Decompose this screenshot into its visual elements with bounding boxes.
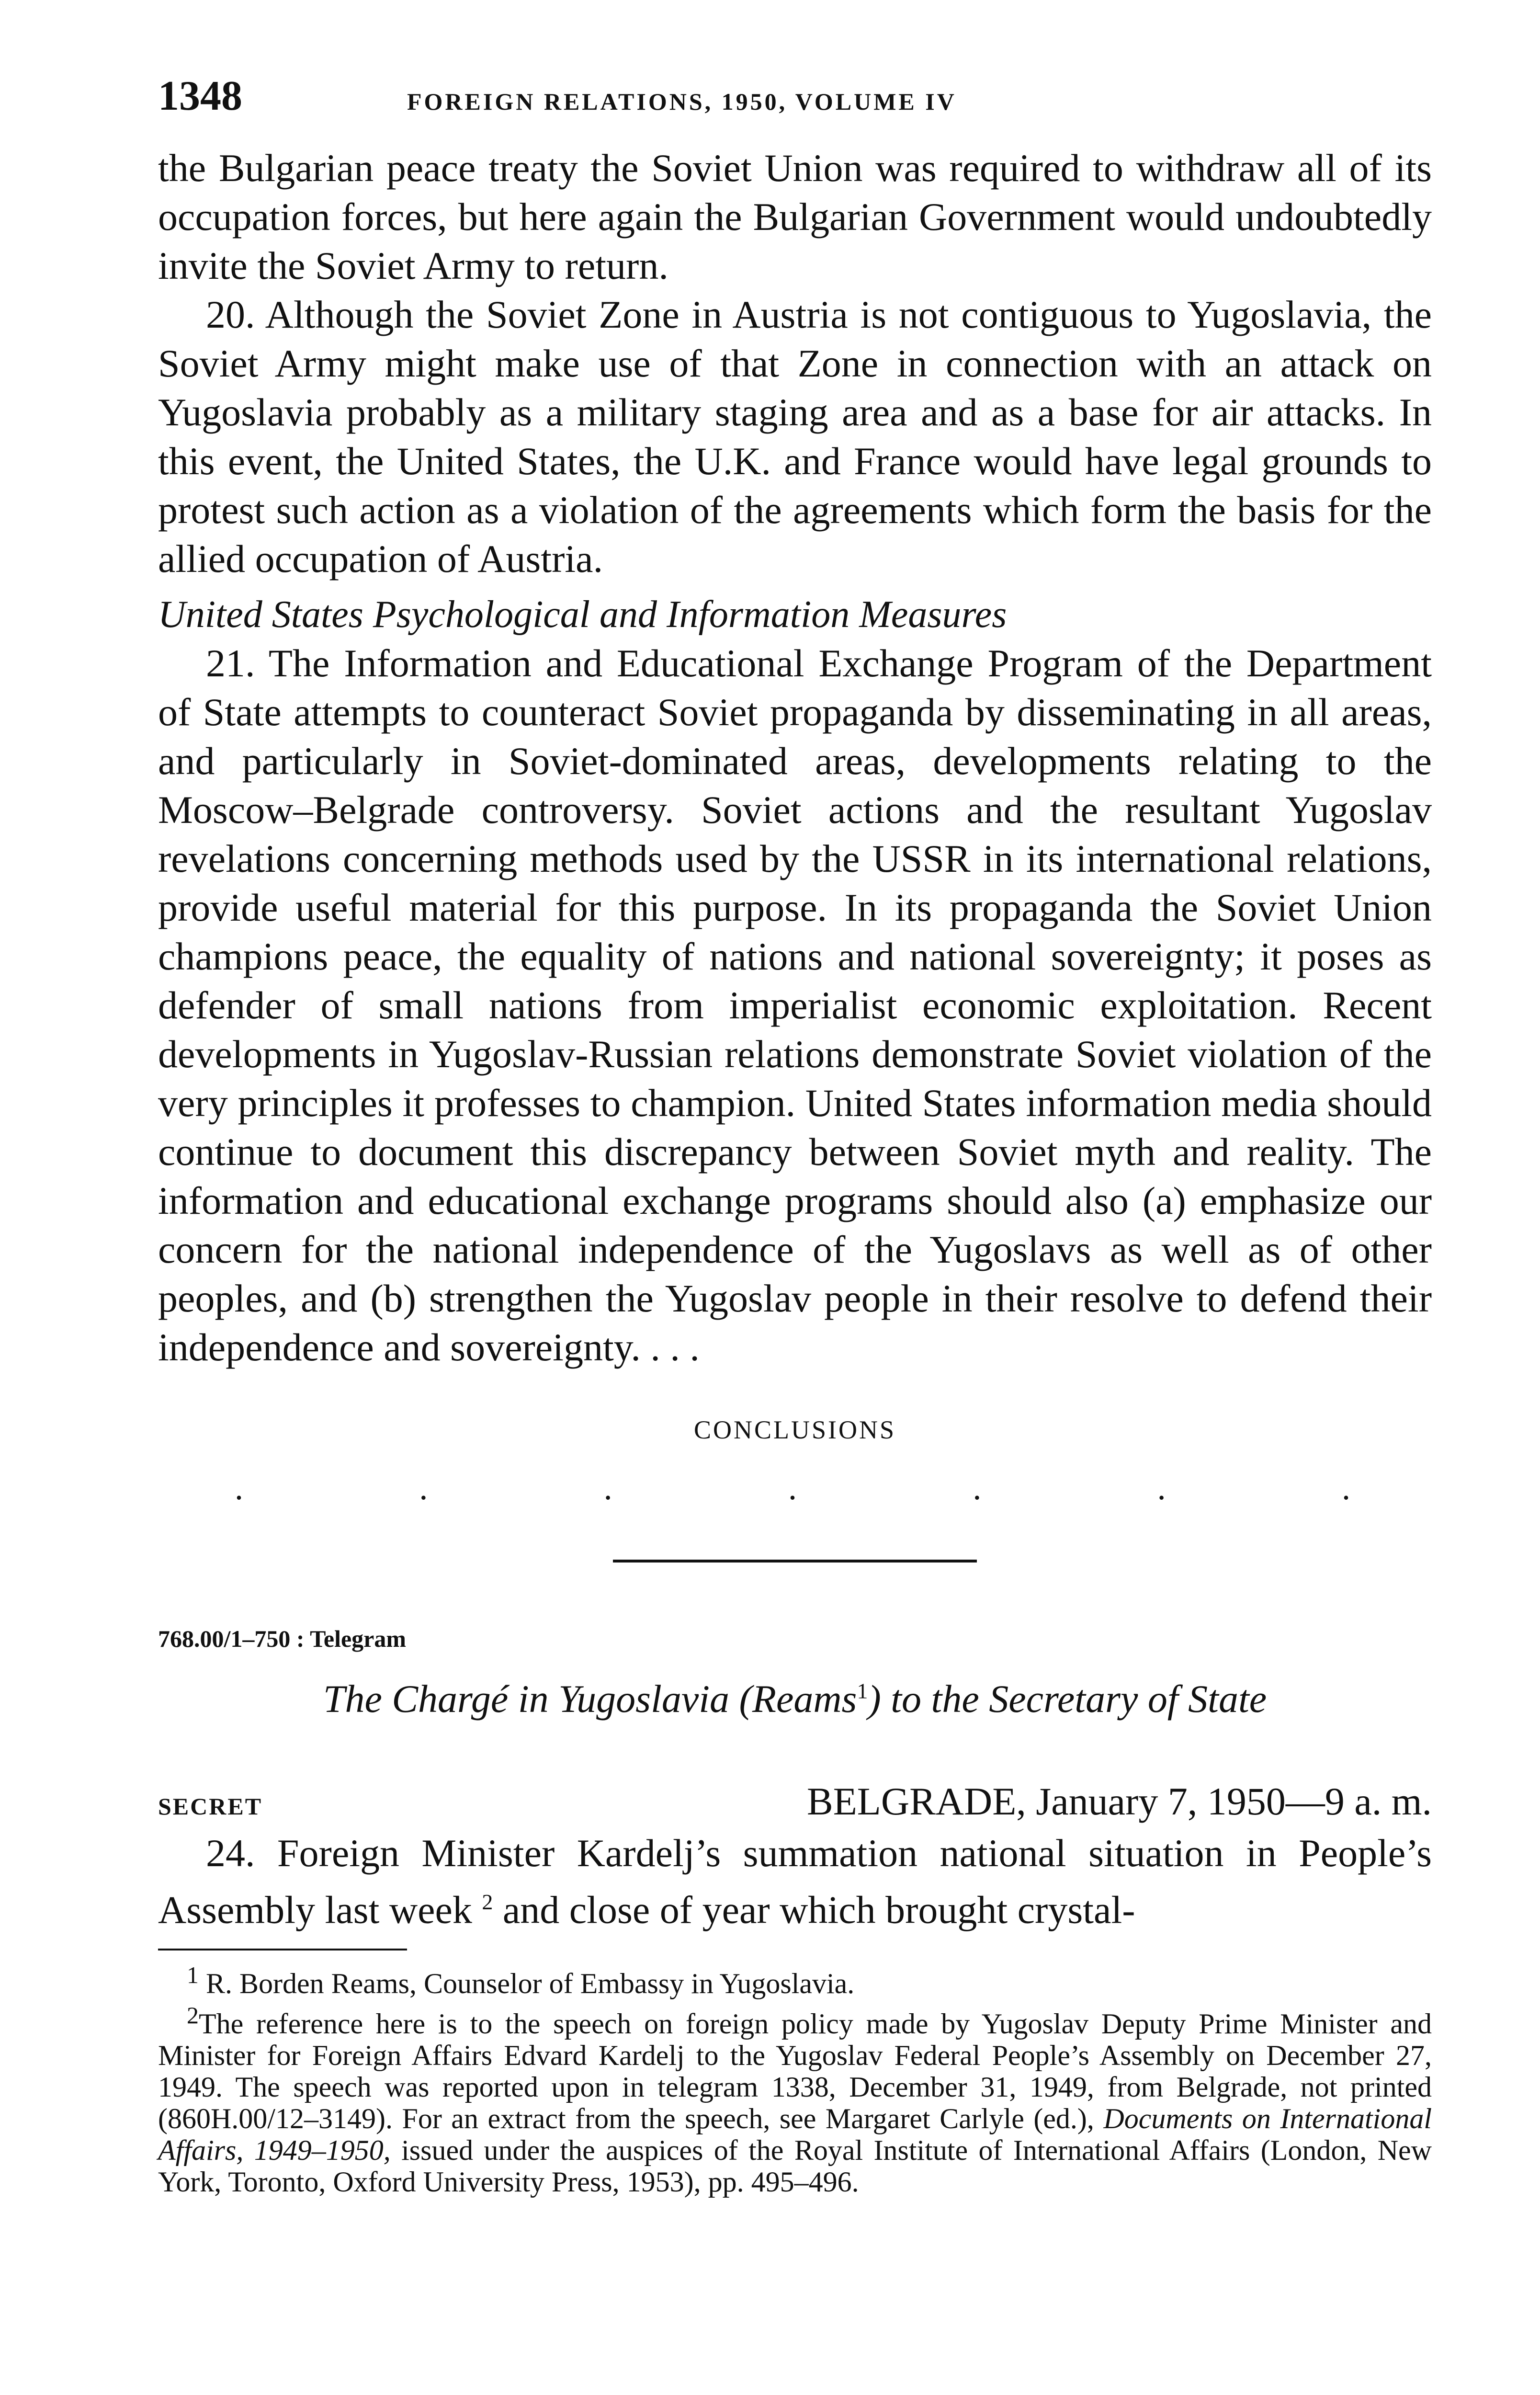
footnote-2-mark: 2 bbox=[187, 2002, 199, 2029]
section-heading: United States Psychological and Information Measures bbox=[158, 593, 1007, 636]
omission-dot: . bbox=[603, 1469, 612, 1507]
section-divider bbox=[613, 1560, 977, 1562]
omission-dot: . bbox=[788, 1469, 797, 1507]
title-end: ) to the Secretary of State bbox=[868, 1677, 1267, 1721]
file-reference: 768.00/1–750 : Telegram bbox=[158, 1625, 407, 1652]
place-date: BELGRADE, January 7, 1950—9 a. m. bbox=[807, 1779, 1432, 1823]
conclusions-heading: CONCLUSIONS bbox=[693, 1415, 896, 1444]
omission-dot: . bbox=[235, 1469, 243, 1507]
footnote-2-book-title: Documents on International Affairs, 1949–1950, bbox=[158, 2103, 1432, 2167]
classification-label: SECRET bbox=[158, 1793, 263, 1820]
footnote-ref-2: 2 bbox=[482, 1890, 493, 1914]
omission-dot: . bbox=[419, 1469, 428, 1507]
document-page bbox=[158, 72, 1432, 2198]
omission-dot: . bbox=[1341, 1469, 1350, 1507]
paragraph-24-start: 24. Foreign Minister Kardelj’s summation national situation in People’s Assembly last week bbox=[158, 1831, 1432, 1932]
omission-dot: . bbox=[1157, 1469, 1166, 1507]
title-start: The Chargé in Yugoslavia (Reams bbox=[323, 1677, 857, 1721]
page-number: 1348 bbox=[158, 73, 242, 119]
paragraph-24-end: and close of year which brought crystal- bbox=[502, 1888, 1135, 1932]
continued-paragraph: the Bulgarian peace treaty the Soviet Union was required to withdraw all of its occupation forces, but here again the Bulgarian Government would undoubtedly invite the Soviet Army to return. bbox=[158, 146, 1432, 287]
footnote-ref-1: 1 bbox=[857, 1678, 868, 1703]
footnote-2 bbox=[158, 1999, 1432, 2198]
paragraph-21: 21. The Information and Educational Exchange Program of the Department of State attempts to counteract Soviet propaganda by disseminating in all areas, and particularly in Soviet-dominated areas, developments relating to the Moscow–Belgrade controversy. Soviet actions and the resultant Yugoslav revelations concerning methods used by the USSR in its international relations, provide useful material for this purpose. In its propaganda the Soviet Union champions peace, the equality of nations and national sovereignty; it poses as defender of small nations from imperialist economic exploitation. Recent developments in Yugoslav-Russian relations demonstrate Soviet violation of the very principles it professes to champion. United States information media should continue to document this discrepancy between Soviet myth and reality. The information and educational exchange programs should also (a) emphasize our concern for the national independence of the Yugoslavs as well as of other peoples, and (b) strengthen the Yugoslav people in their resolve to defend their independence and sovereignty. . . . bbox=[158, 641, 1432, 1369]
paragraph-20: 20. Although the Soviet Zone in Austria is not contiguous to Yugoslavia, the Soviet Army might make use of that Zone in connection with an attack on Yugoslavia probably as a military staging area and as a base for air attacks. In this event, the United States, the U.K. and France would have legal grounds to protest such action as a violation of the agreements which form the basis for the allied occupation of Austria. bbox=[158, 293, 1432, 581]
footnote-divider bbox=[158, 1949, 407, 1950]
running-head: FOREIGN RELATIONS, 1950, VOLUME IV bbox=[407, 88, 957, 115]
paragraph-24 bbox=[158, 1829, 1432, 1934]
omission-dots bbox=[158, 1469, 1432, 1507]
dateline bbox=[158, 1779, 1432, 1824]
footnote-1 bbox=[158, 1959, 1432, 1999]
omission-dot: . bbox=[973, 1469, 982, 1507]
footnote-2-text-part1: The reference here is to the speech on foreign policy made by Yugoslav Deputy Prime Minister and Minister for Foreign Affairs Edvard Kardelj to the Yugoslav Federal People’s Assembly on December 27, 1949. The speech was reported upon in telegram 1338, December 31, 1949, from Belgrade, not printed (860H.00/12–3149). For an extract from the speech, see Margaret Carlyle (ed.), bbox=[158, 2008, 1432, 2135]
footnote-2-text-part2: issued under the auspices of the Royal Institute of International Affairs (London, New York, Toronto, Oxford University Press, 1953), pp. 495–496. bbox=[158, 2134, 1432, 2198]
page-header bbox=[158, 72, 1432, 144]
footnote-1-mark: 1 bbox=[187, 1962, 199, 1989]
footnote-1-text: R. Borden Reams, Counselor of Embassy in Yugoslavia. bbox=[206, 1968, 855, 2000]
document-title bbox=[158, 1676, 1432, 1722]
